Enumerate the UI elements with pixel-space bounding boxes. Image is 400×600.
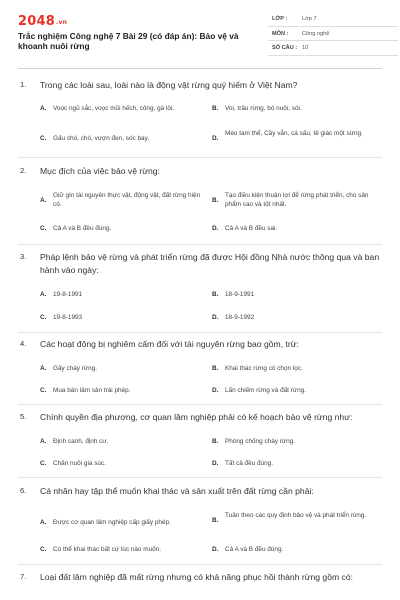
question-divider (18, 404, 382, 405)
meta-label: LỚP : (272, 16, 288, 22)
option-d[interactable]: D. Mèo tam thể, Cầy vằn, cá sấu, tê giác một sừng. (212, 130, 363, 142)
question-7 (20, 571, 380, 584)
meta-row-count (268, 41, 398, 56)
question-number: 7. (20, 572, 27, 581)
document-header (18, 12, 384, 62)
logo-text: 2048 (18, 14, 55, 29)
option-c[interactable]: C. Cả A và B đều đúng. (40, 225, 112, 232)
option-c[interactable]: C. Chăn nuôi gia súc. (40, 460, 106, 467)
option-a[interactable]: A. Giữ gìn tài nguyên thực vật, động vật, đất rừng hiện có. (40, 192, 201, 209)
question-number: 1. (20, 80, 27, 89)
question-divider (18, 244, 382, 245)
question-number: 6. (20, 486, 27, 495)
option-b[interactable]: B. Khai thác rừng có chọn lọc. (212, 365, 303, 372)
question-4 (20, 338, 380, 351)
option-d[interactable]: D. 18-9-1992 (212, 314, 255, 321)
document-title: Trắc nghiệm Công nghệ 7 Bài 29 (có đáp án): Bảo vệ và khoanh nuôi rừng (18, 31, 239, 52)
option-b[interactable]: B. 18-9-1991 (212, 291, 255, 298)
option-d[interactable]: D. Cả A và B đều đúng. (212, 546, 284, 553)
option-a[interactable]: A. Gây cháy rừng. (40, 365, 98, 372)
meta-row-subject (268, 27, 398, 42)
question-number: 4. (20, 339, 27, 348)
question-number: 5. (20, 412, 27, 421)
option-b[interactable]: B. Phòng chống cháy rừng. (212, 438, 296, 445)
meta-label: SỐ CÂU : (272, 45, 298, 51)
question-divider (18, 477, 382, 478)
meta-value: Lớp 7 (302, 16, 317, 22)
question-6 (20, 485, 380, 498)
question-text: Cá nhân hay tập thể muốn khai thác và sản xuất trên đất rừng cần phải: (40, 486, 314, 496)
option-c[interactable]: C. 19-8-1993 (40, 314, 83, 321)
option-d[interactable]: D. Cả A và B đều sai. (212, 225, 278, 232)
option-c[interactable]: C. Mua bán lâm sản trái phép. (40, 387, 131, 394)
question-1 (20, 79, 380, 92)
option-d[interactable]: D. Tất cả đều đúng. (212, 460, 273, 467)
meta-value: Công nghệ (302, 30, 330, 37)
question-2 (20, 165, 380, 178)
option-b[interactable]: B. Tạo điều kiện thuận lợi để rừng phát triển, cho sản phẩm cao và tốt nhất. (212, 192, 369, 209)
question-divider (18, 332, 382, 333)
question-text: Loại đất lâm nghiệp đã mất rừng nhưng có khả năng phục hồi thành rừng gồm có: (40, 572, 353, 582)
option-d[interactable]: D. Lấn chiếm rừng và đất rừng. (212, 387, 307, 394)
question-number: 2. (20, 166, 27, 175)
header-divider (18, 68, 382, 69)
question-text: Các hoạt động bị nghiêm cấm đối với tài nguyên rừng bao gồm, trừ: (40, 339, 299, 349)
meta-table (268, 12, 398, 56)
question-text: Chính quyền địa phương, cơ quan lâm nghiệp phải có kế hoạch bảo vệ rừng như: (40, 412, 353, 422)
question-5 (20, 411, 380, 424)
site-logo[interactable] (18, 14, 67, 29)
meta-label: MÔN : (272, 30, 289, 37)
option-a[interactable]: A. Voọc ngũ sắc, voọc mũi hếch, công, gà lôi. (40, 105, 175, 112)
logo-domain: .vn (55, 19, 68, 26)
option-c[interactable]: C. Có thể khai thác bất cứ lúc nào muốn. (40, 546, 162, 553)
option-a[interactable]: A. Định canh, định cư. (40, 438, 109, 445)
option-a[interactable]: A. 19-8-1991 (40, 291, 83, 298)
question-3 (20, 251, 380, 277)
question-text: Trong các loài sau, loài nào là động vật rừng quý hiếm ở Việt Nam? (40, 80, 298, 90)
meta-value: 10 (302, 45, 309, 51)
option-c[interactable]: C. Gấu chó, chó, vượn đen, sóc bay. (40, 135, 150, 142)
meta-row-grade (268, 12, 398, 27)
question-text: Mục đích của việc bảo vệ rừng: (40, 166, 160, 176)
option-b[interactable]: B. Voi, trâu rừng, bò nuôi, sói. (212, 105, 302, 112)
question-number: 3. (20, 252, 27, 261)
question-divider (18, 564, 382, 565)
question-divider (18, 157, 382, 158)
question-text: Pháp lệnh bảo vệ rừng và phát triển rừng đã được Hội đồng Nhà nước thông qua và ban hành vào ngày: (40, 252, 380, 275)
option-a[interactable]: A. Được cơ quan lâm nghiệp cấp giấy phép. (40, 519, 171, 526)
option-b[interactable]: B. Tuân theo các quy định bảo vệ và phát triển rừng. (212, 512, 367, 524)
